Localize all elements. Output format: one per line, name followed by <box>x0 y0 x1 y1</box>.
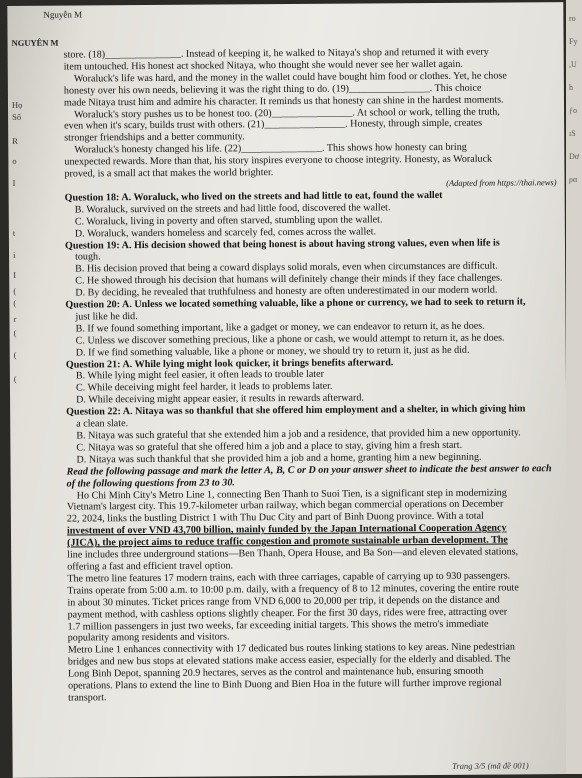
margin-mark: R <box>12 135 18 146</box>
margin-mark: I <box>12 177 16 188</box>
edge-mark: Fy <box>569 37 578 46</box>
passage2-line: line includes three underground stations—Ben Thanh, Opera House, and Ba Son—and eleven elevated stations, <box>67 546 519 561</box>
passage-line: even when it's scary, builds trust with others. (21)________________. Honesty, through simple, creates <box>64 118 483 132</box>
margin-mark: I <box>13 269 17 280</box>
edge-mark: ro <box>569 14 576 23</box>
passage-line: stronger friendships and a better community. <box>64 131 245 144</box>
passage2-line: operations. Plans to extend the line to Binh Duong and Bien Hoa in the future will further improve regional <box>68 677 502 692</box>
left-header: NGUYÊN M <box>11 37 59 48</box>
passage2-line-underlined: (JICA), the project aims to reduce traffic congestion and promote sustainable urban development. The <box>67 534 508 549</box>
question-18: Question 18: A. Woraluck, who lived on the streets and had little to eat, found the wallet <box>64 189 443 204</box>
margin-mark: o <box>12 155 17 166</box>
option-line: B. Nitaya was such grateful that she extended him a job and a residence, that provided him a new opportunity. <box>76 427 521 442</box>
option-line: C. Woraluck, living in poverty and often starved, stumbling upon the wallet. <box>74 214 383 228</box>
option-line: D. Nitaya was such thankful that she provided him a job and a home, granting him a new beginning. <box>76 451 482 466</box>
option-line: C. Unless we discover something precious, like a phone or cash, we would attempt to return it, as he does. <box>75 332 505 347</box>
option-line: B. His decision proved that being a coward displays solid morals, even when circumstances are difficult. <box>75 260 498 275</box>
passage2-line: Trains operate from 5:00 a.m. to 10:00 p.m. daily, with a frequency of 8 to 12 minutes, covering the entire route <box>67 582 519 597</box>
passage2-line: 1.7 million passengers in just two weeks, far exceeding initial targets. This shows the metro's immediate <box>67 618 489 633</box>
passage2-line-underlined: investment of over VND 43,700 billion, mainly funded by the Japan International Cooperation Agency <box>66 522 507 537</box>
page-footer: Trang 3/5 (mã đề 001) <box>452 760 529 771</box>
passage-line: Woraluck's honesty changed his life. (22)________________. This shows how honesty can bring <box>74 141 467 156</box>
margin-mark: ( <box>13 297 17 308</box>
question-20: Question 20: A. Unless we located something valuable, like a phone or currency, we had to seek to return it, <box>65 296 526 311</box>
passage2-line: payment method, with cashless options slightly cheaper. For the first 30 days, rides were free, attracting over <box>67 606 508 621</box>
reading-instruction: Read the following passage and mark the letter A, B, C or D on your answer sheet to indicate the best answer to each of the following questions from 23 to 30. <box>66 462 552 490</box>
edge-mark: ƒo <box>569 106 577 115</box>
passage2-line: The metro line features 17 modern trains, each with three carriages, capable of carrying up to 930 passengers. <box>67 570 511 585</box>
option-line: B. If we found something important, like a gadget or money, we can endeavor to return it, as he does. <box>75 320 485 335</box>
margin-mark: r <box>13 313 17 324</box>
question-19: Question 19: A. His decision showed that being honest is about having strong values, even when life is <box>64 237 500 252</box>
margin-mark: ( <box>13 373 17 384</box>
margin-mark: ( <box>13 285 17 296</box>
passage-line: Woraluck's life was hard, and the money in the wallet could have bought him food or clothes. Yet, he chose <box>73 70 507 85</box>
question-21: Question 21: A. While lying might look quicker, it brings benefits afterward. <box>65 356 394 371</box>
edge-mark: h <box>569 83 573 92</box>
adjacent-page-edge <box>566 0 582 774</box>
option-line: D. If we find something valuable, like a phone or money, we should try to return it, just as he did. <box>75 344 470 359</box>
edge-mark: ,U <box>569 60 577 69</box>
passage2-line: bridges and new bus stops at elevated stations make access easier, especially for the elderly and disabled. The <box>67 653 511 668</box>
passage2-line: 22, 2024, links the bustling District 1 with Thu Duc City and part of Binh Duong province. With a total <box>66 510 484 525</box>
passage2-line: Metro Line 1 enhances connectivity with 17 dedicated bus routes linking stations to key areas. Nine pedestrian <box>67 641 515 656</box>
margin-mark: Họ <box>11 99 23 110</box>
option-line: tough. <box>75 251 101 263</box>
margin-mark: ( <box>13 327 17 338</box>
option-line: just like he did. <box>75 310 138 323</box>
option-line: D. By deciding, he revealed that truthfulness and honesty are often underestimated in our modern world. <box>75 284 498 299</box>
passage2-line: offering a fast and efficient travel option. <box>67 560 234 573</box>
passage2-line: popularity among residents and visitors. <box>67 631 230 644</box>
left-margin-marks <box>7 6 52 778</box>
passage2-line: transport. <box>68 692 107 704</box>
option-line: B. While lying might feel easier, it often leads to trouble later <box>75 369 324 382</box>
margin-mark: Số <box>12 111 22 122</box>
passage-line: item untouched. His honest act shocked Nitaya, who thought she would never see her wallet again. <box>63 58 463 73</box>
passage-line: honesty over his own needs, believing it was the right thing to do. (19)________________. This choice <box>63 82 482 97</box>
passage-source: (Adapted from https://thai.news) <box>446 177 557 188</box>
margin-mark: ( <box>13 349 17 360</box>
passage2-line: Long Binh Depot, spanning 20.9 hectares, serves as the control and maintenance hub, ensuring smooth <box>67 665 484 680</box>
option-line: C. While deceiving might feel harder, it leads to problems later. <box>75 381 333 394</box>
margin-mark: t <box>12 227 16 238</box>
passage-line: unexpected rewards. More than that, his story inspires everyone to choose integrity. Honesty, as Woraluck <box>64 153 493 168</box>
page-top-name: Nguyễn M <box>43 9 83 20</box>
passage-line: proved, is a small act that makes the world brighter. <box>64 167 274 180</box>
page-body <box>64 46 561 704</box>
edge-mark: ρα <box>569 175 578 184</box>
passage-line: store. (18)_______________. Instead of keeping it, he walked to Nitaya's shop and returned it with every <box>63 46 489 61</box>
passage2-line: Vietnam's largest city. This 19.7-kilometer urban railway, which began commercial operations on December <box>66 498 504 513</box>
margin-mark: i <box>13 249 16 260</box>
option-line: B. Woraluck, survived on the streets and had little food, discovered the wallet. <box>74 202 391 216</box>
option-line: C. Nitaya was so grateful that she offered him a job and a place to stay, giving him a fresh start. <box>76 439 463 454</box>
edge-mark: ıS <box>569 129 576 138</box>
passage-line: made Nitaya trust him and admire his character. It reminds us that honesty can shine in the hardest moments. <box>63 94 504 109</box>
option-line: D. Woraluck, wanders homeless and scarcely fed, comes across the wallet. <box>74 225 377 240</box>
exam-page <box>7 2 568 778</box>
passage2-line: in about 30 minutes. Ticket prices range from VND 6,000 to 20,000 per trip, it depends on the distance and <box>67 594 500 609</box>
question-22: Question 22: A. Nitaya was so thankful that she offered him employment and a shelter, in which giving him <box>66 403 526 418</box>
option-line: a clean slate. <box>76 418 129 430</box>
option-line: C. He showed through his decision that humans will definitely change their minds if they face challenges. <box>75 272 503 287</box>
option-line: D. While deceiving might appear easier, it results in rewards afterward. <box>76 392 364 406</box>
passage-line: Woraluck's story pushes us to be honest too. (20)________________. At school or work, telling the truth, <box>74 106 500 121</box>
edge-mark: Dơ <box>569 152 580 161</box>
passage2-line: Ho Chi Minh City's Metro Line 1, connecting Ben Thanh to Suoi Tien, is a significant step in modernizing <box>76 487 507 502</box>
